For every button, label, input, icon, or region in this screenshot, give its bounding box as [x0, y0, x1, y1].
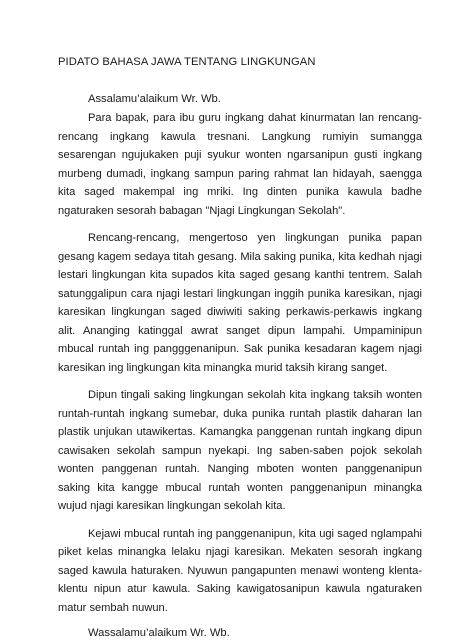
paragraph-2: Rencang-rencang, mengertoso yen lingkungan punika papan gesang kagem sedaya titah gesang. Mila saking punika, kita kedhah njagi lestari lingkungan kita supados kita saged gesang kanthi tentrem. Salah satunggalipun cara njagi lestari lingkungan inggih punika karesikan, njagi karesikan lingkungan saged diwiwiti saking perkawis-perkawis ingkang alit. Ananging katinggal awrat sanget dipun lampahi. Umpaminipun mbucal runtah ing pangggenanipun. Sak punika kesadaran kagem njagi karesikan ing lingkungan kita minangka murid taksih kirang sanget.: [58, 232, 422, 374]
paragraph-3: Dipun tingali saking lingkungan sekolah kita ingkang taksih wonten runtah-runtah ingkang sumebar, duka punika runtah plastik daharan lan plastik unjukan utawikertas. Kamangka panggenan runtah ingkang dipun cawisaken sekolah sampun nyekapi. Ing saben-saben pojok sekolah wonten panggenan runtah. Nanging mboten wonten panggenanipun saking kita kangge mbucal runtah wonten panggenanipun minangka wujud njagi karesikan lingkungan sekolah kita.: [58, 389, 422, 512]
paragraph-1: Para bapak, para ibu guru ingkang dahat kinurmatan lan rencang-rencang ingkang kawula tresnani. Langkung rumiyin sumangga sesarengan ngujukaken puji syukur wonten ngarsanipun gusti ingkang murbeng dumadi, ingkang sampun paring rahmat lan hidayah, saengga kita saged makempal ing mriki. Ing dinten punika kawula badhe ngaturaken sesorah babagan "Njagi Lingkungan Sekolah".: [58, 112, 422, 217]
closing-greeting: Wassalamu’alaikum Wr. Wb.: [88, 627, 230, 639]
document-title: PIDATO BAHASA JAWA TENTANG LINGKUNGAN: [58, 56, 316, 68]
paragraph-4: Kejawi mbucal runtah ing panggenanipun, kita ugi saged nglampahi piket kelas minangka lelaku njagi karesikan. Mekaten sesorah ingkang saged kawula haturaken. Nyuwun pangapunten menawi wonteng klenta-klentu nipun atur kawula. Saking kawigatosanipun kawula ngaturaken matur sembah nuwun.: [58, 527, 422, 614]
opening-greeting: Assalamu’alaikum Wr. Wb.: [88, 93, 221, 105]
